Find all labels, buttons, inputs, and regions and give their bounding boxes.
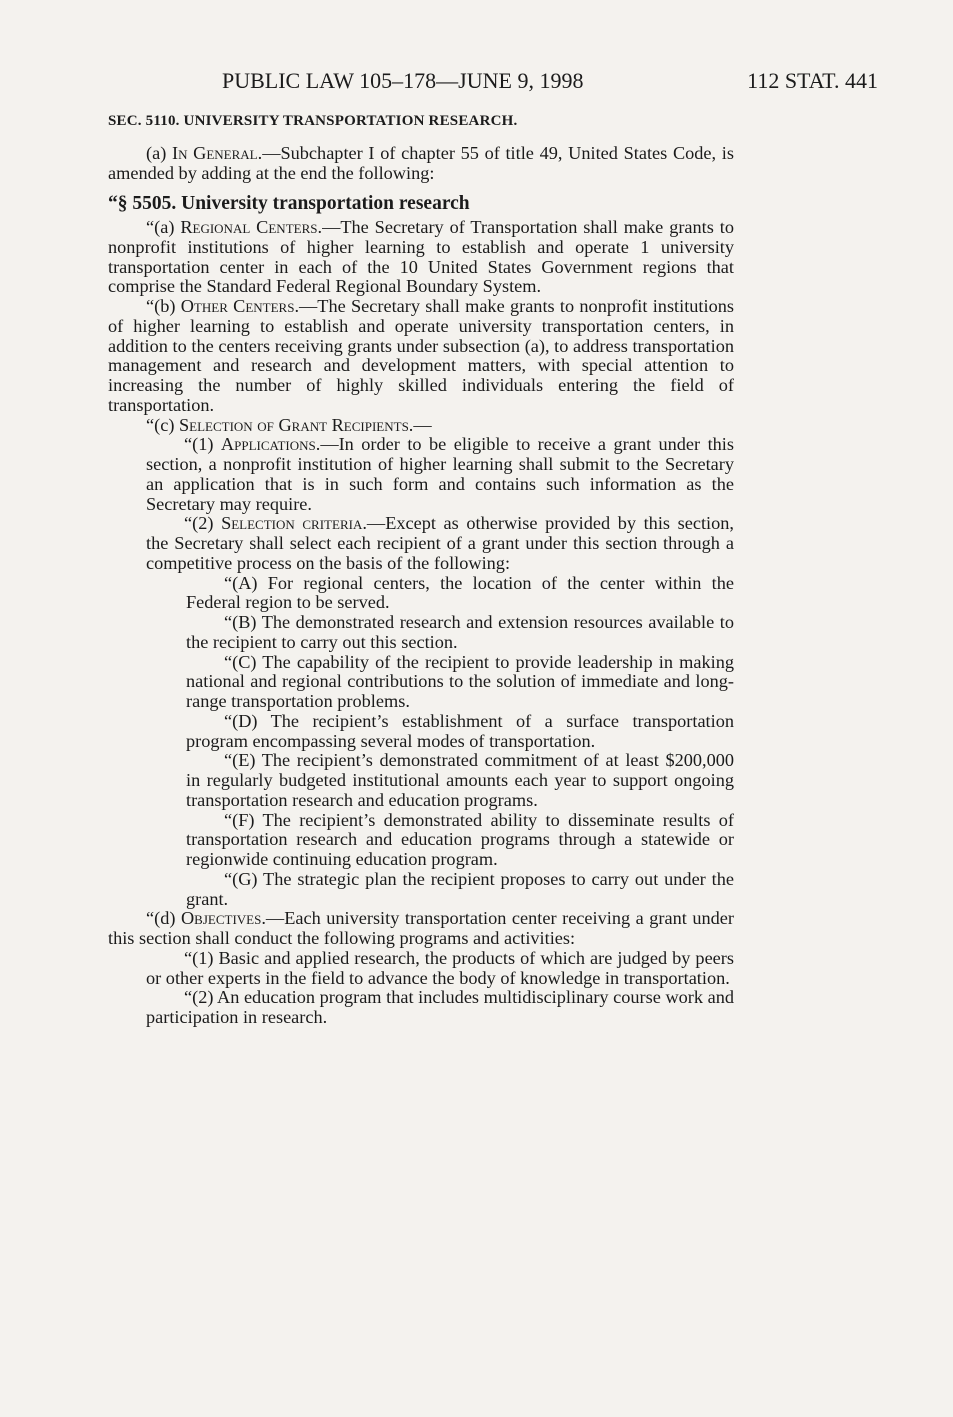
objectives-label: “(d) (146, 908, 181, 929)
objectives-heading: Objectives. (180, 908, 266, 929)
subsection-a-label: (a) (146, 142, 172, 163)
criterion-b: “(B) The demonstrated research and extension resources available to the recipient to carry out this section. (186, 612, 734, 652)
running-head (108, 66, 878, 96)
criterion-e: “(E) The recipient’s demonstrated commitment of at least $200,000 in regularly budgeted institutional amounts each year to support ongoing transportation research and education programs. (186, 750, 734, 810)
paragraph-selection-heading (108, 416, 734, 436)
subsection-a (108, 144, 734, 184)
paragraph-regional-centers (108, 218, 734, 297)
paragraph-selection-criteria (108, 514, 734, 573)
other-centers-label: “(b) (146, 296, 181, 316)
selection-criteria-label: “(2) (184, 513, 222, 534)
section-5505-title: “§ 5505. University transportation research (108, 193, 470, 215)
regional-centers-text: —The Secretary of Transportation shall make grants to nonprofit institutions of higher learning to establish and operate 1 university transportation center in each of the 10 United States Government regions that comprise the Standard Federal Regional Boundary System. (108, 217, 735, 297)
regional-centers-heading: Regional Centers. (180, 217, 323, 237)
statute-page-number: 112 STAT. 441 (747, 68, 878, 93)
objective-1: “(1) Basic and applied research, the products of which are judged by peers or other experts in the field to advance the body of knowledge in transportation. (146, 947, 734, 988)
criterion-f: “(F) The recipient’s demonstrated ability to disseminate results of transportation research and education programs through a statewide or regionwide continuing education program. (186, 809, 734, 869)
selection-label: “(c) (146, 414, 179, 435)
section-heading: SEC. 5110. UNIVERSITY TRANSPORTATION RESEARCH. (108, 113, 518, 129)
selection-criteria-text: —Except as otherwise provided by this section, the Secretary shall select each recipient of a grant under this section through a competitive process on the basis of the following: (146, 513, 734, 573)
selection-criteria-heading: Selection criteria. (221, 513, 367, 534)
criterion-d: “(D) The recipient’s establishment of a surface transportation program encompassing several modes of transportation. (186, 710, 734, 751)
paragraph-objectives (108, 909, 734, 949)
applications-label: “(1) (184, 434, 221, 455)
objective-2: “(2) An education program that includes multidisciplinary course work and participation in research. (146, 987, 734, 1027)
subsection-a-heading: In General. (171, 142, 263, 163)
header-title: PUBLIC LAW 105–178—JUNE 9, 1998 (222, 68, 584, 93)
objectives-text: —Each university transportation center receiving a grant under this section shall conduct the following programs and activities: (108, 908, 734, 948)
applications-heading: Applications. (220, 434, 321, 455)
document-body (108, 112, 734, 1028)
subsection-a-text: —Subchapter I of chapter 55 of title 49, United States Code, is amended by adding at the end the following: (108, 142, 734, 183)
selection-heading: Selection of Grant Recipients. (178, 414, 414, 435)
selection-dash: — (413, 414, 432, 435)
paragraph-applications (108, 435, 734, 514)
regional-centers-label: “(a) (146, 217, 181, 237)
other-centers-heading: Other Centers. (180, 296, 300, 316)
criterion-a: “(A) For regional centers, the location of the center within the Federal region to be served. (186, 572, 734, 613)
criterion-g: “(G) The strategic plan the recipient proposes to carry out under the grant. (186, 868, 734, 909)
criterion-c: “(C) The capability of the recipient to provide leadership in making national and regional contributions to the solution of immediate and long-range transportation problems. (186, 651, 734, 711)
paragraph-other-centers (108, 297, 734, 416)
other-centers-text: —The Secretary shall make grants to nonprofit institutions of higher learning to establish and operate university transportation centers, in addition to the centers receiving grants under subsection (a), to address transportation management and research and development matters, with special attention to increasing the number of highly skilled individuals entering the field of transportation. (108, 296, 734, 415)
applications-text: —In order to be eligible to receive a grant under this section, a nonprofit institution of higher learning shall submit to the Secretary an application that is in such form and contains such information as the Secretary may require. (146, 434, 734, 514)
